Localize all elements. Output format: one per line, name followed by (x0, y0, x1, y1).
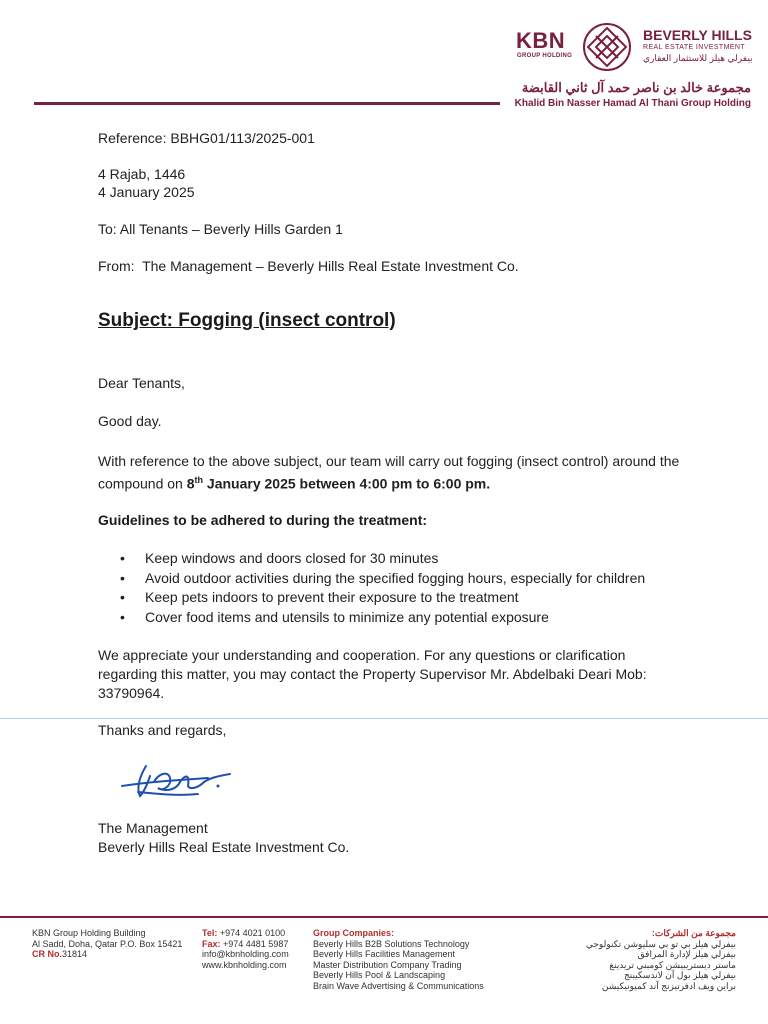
closing-paragraph: We appreciate your understanding and cooperation. For any questions or clarification regarding this matter, you may contact the Property Supervisor Mr. Abdelbaki Deari Mob: 33790964. (98, 647, 647, 701)
sender-line: From: The Management – Beverly Hills Real Estate Investment Co. (98, 258, 519, 274)
intro-date-day: 8 (186, 475, 195, 492)
salutation: Dear Tenants, (98, 375, 185, 391)
beverly-hills-logo-text: BEVERLY HILLS (643, 27, 752, 43)
guideline-item: • Keep pets indoors to prevent their exposure to the treatment (118, 588, 645, 608)
footer-group-companies-arabic (560, 928, 736, 991)
group-company-item: Beverly Hills B2B Solutions Technology (313, 938, 470, 949)
group-company-item: Beverly Hills Pool & Landscaping (313, 970, 446, 980)
footer-cr-number (32, 949, 182, 960)
intro-date-time: January 2025 between 4:00 pm to 6:00 pm. (203, 475, 491, 492)
footer-group-companies (313, 928, 484, 991)
group-company-item: Brain Wave Advertising & Communications (313, 980, 484, 991)
tel-label: Tel: (202, 928, 218, 938)
intro-date-suffix: th (194, 475, 204, 485)
holding-name-arabic: مجموعة خالد بن ناصر حمد آل ثاني القابضة (521, 80, 751, 95)
signatory-company: Beverly Hills Real Estate Investment Co. (98, 839, 350, 855)
beverly-hills-logo-subtitle: REAL ESTATE INVESTMENT (643, 44, 746, 51)
footer-address-line2: Al Sadd, Doha, Qatar P.O. Box 15421 (32, 938, 183, 949)
page-divider (0, 718, 768, 719)
signatory-name: The Management (98, 820, 208, 836)
guideline-item: • Cover food items and utensils to minimize any potential exposure (118, 608, 645, 628)
holding-name-english: Khalid Bin Nasser Hamad Al Thani Group Holding (514, 98, 751, 109)
greeting: Good day. (98, 413, 162, 429)
sign-off: Thanks and regards, (98, 722, 227, 738)
footer-website: www.kbnholding.com (202, 959, 287, 970)
group-company-item-arabic: بيفرلي هيلز لإدارة المرافق (637, 949, 736, 959)
footer-address (32, 928, 182, 960)
reference-number: Reference: BBHG01/113/2025-001 (98, 130, 315, 146)
group-company-item-arabic: بيفرلي هيلز بول آن لاندسكيبنج (623, 970, 736, 980)
beverly-hills-logo-arabic: بيفرلي هيلز للاستثمار العقاري (643, 53, 753, 63)
cr-value: 31814 (62, 949, 88, 959)
group-companies-title-arabic: مجموعة من الشركات: (651, 928, 736, 938)
footer-contact (202, 928, 289, 970)
header-divider (34, 102, 500, 105)
guidelines-list (118, 549, 645, 627)
footer-tel (202, 928, 289, 939)
group-company-item-arabic: براين ويف ادفرتيزنج آند كميونيكيشن (601, 980, 736, 991)
fax-value: +974 4481 5987 (220, 938, 289, 949)
date-gregorian: 4 January 2025 (98, 184, 195, 200)
footer-email: info@kbnholding.com (202, 949, 289, 959)
guideline-item: • Avoid outdoor activities during the specified fogging hours, especially for children (118, 569, 645, 589)
guidelines-heading: Guidelines to be adhered to during the treatment: (98, 512, 428, 528)
group-company-item: Beverly Hills Facilities Management (313, 949, 456, 959)
cr-label: CR No. (32, 949, 62, 959)
footer-address-line1: KBN Group Holding Building (32, 928, 146, 938)
footer-fax (202, 939, 289, 950)
date-hijri: 4 Rajab, 1446 (98, 166, 186, 182)
group-company-item: Master Distribution Company Trading (313, 959, 462, 970)
footer-divider (0, 916, 768, 918)
kbn-logo-text: KBN (516, 28, 566, 53)
guideline-item: • Keep windows and doors closed for 30 minutes (118, 549, 645, 569)
tel-value: +974 4021 0100 (217, 928, 286, 938)
intro-text: With reference to the above subject, our team will carry out fogging (insect control) around the compound on (98, 453, 680, 492)
handwritten-signature (118, 752, 238, 812)
recipient-line: To: All Tenants – Beverly Hills Garden 1 (98, 221, 343, 237)
kbn-logo-subtitle: GROUP HOLDING (517, 53, 573, 59)
intro-paragraph (98, 452, 688, 494)
fax-label: Fax: (202, 938, 221, 949)
subject-heading: Subject: Fogging (insect control) (98, 310, 396, 331)
group-company-item-arabic: بيفرلي هيلز بي تو بي سليوشن تكنولوجي (585, 938, 736, 949)
group-companies-title: Group Companies: (313, 928, 395, 938)
group-company-item-arabic: ماستر ديستريبيشن كومبني تريدينغ (609, 959, 736, 970)
beverly-hills-logo-icon (582, 22, 632, 72)
